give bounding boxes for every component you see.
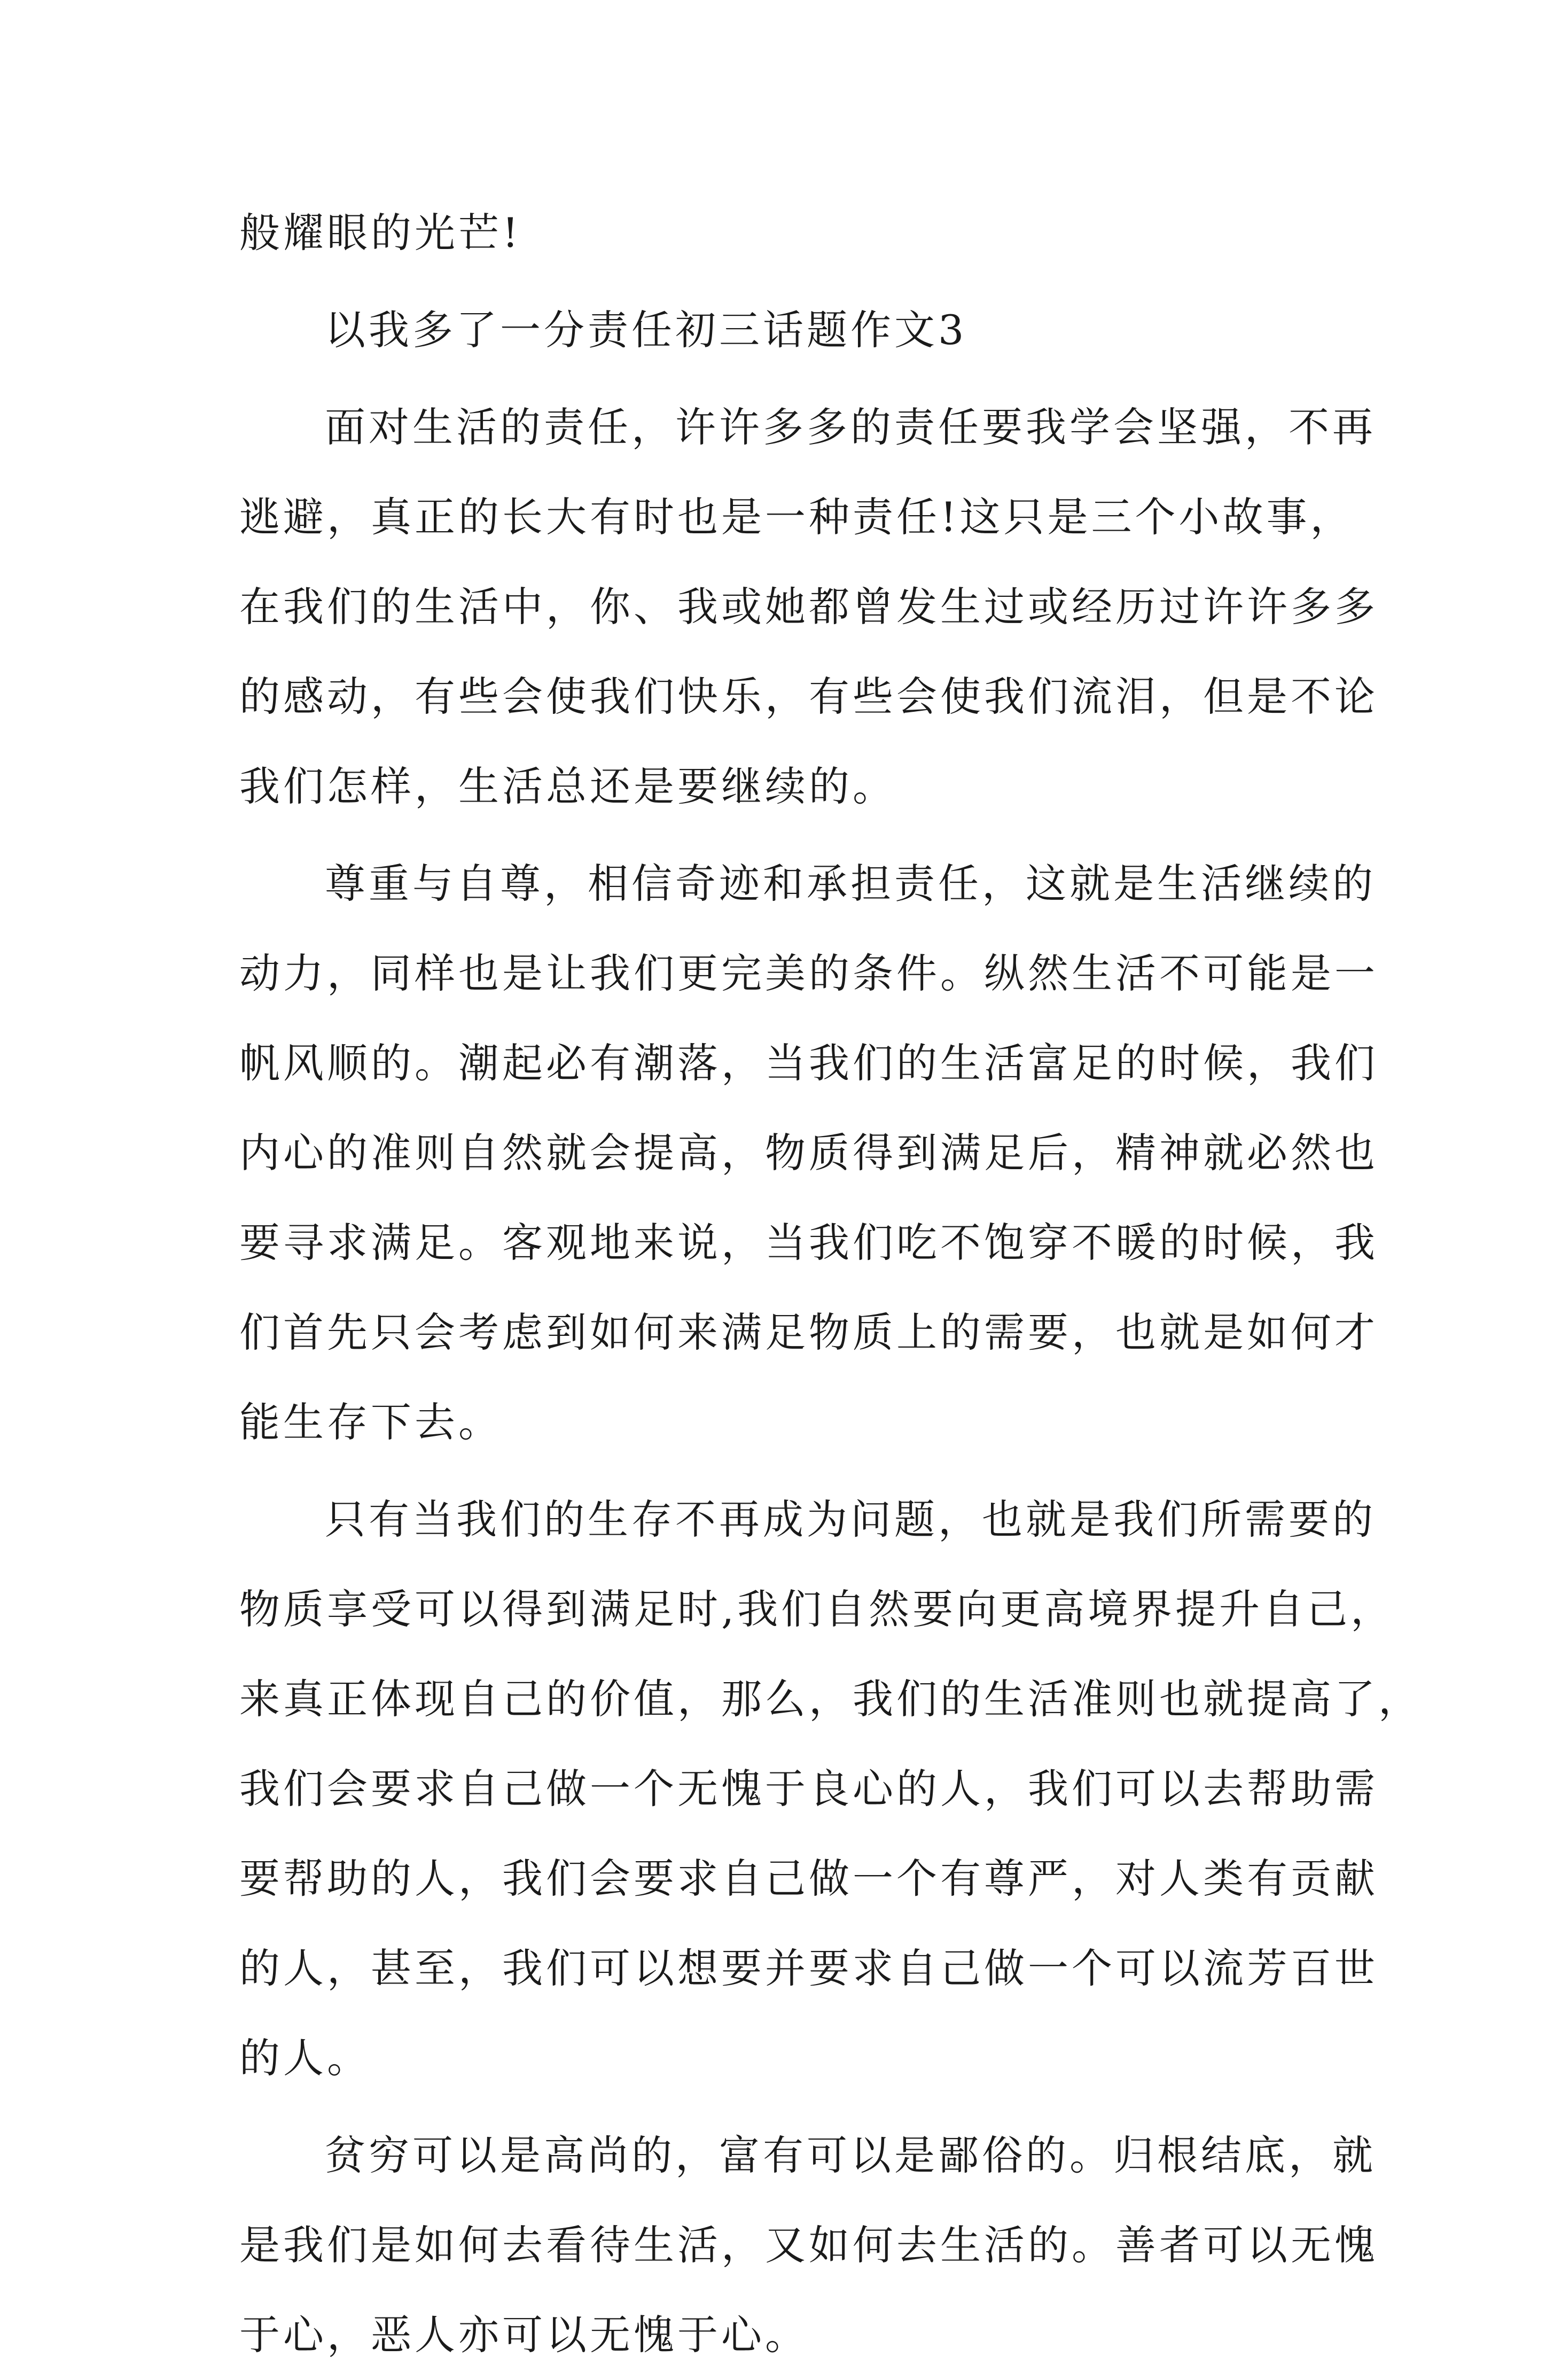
- text-line: 们首先只会考虑到如何来满足物质上的需要，也就是如何才: [239, 1309, 1378, 1356]
- text-line: 内心的准则自然就会提高，物质得到满足后，精神就必然也: [239, 1129, 1378, 1177]
- paragraph-gap: [239, 831, 1324, 839]
- paragraph-gap: [239, 278, 1324, 285]
- text-line: 我们怎样，生活总还是要继续的。: [239, 763, 896, 810]
- text-line: 的人，甚至，我们可以想要并要求自己做一个可以流芳百世: [239, 1945, 1378, 1992]
- document-body: [239, 188, 1422, 2380]
- essay-heading: 以我多了一分责任初三话题作文3: [325, 306, 967, 354]
- text-line: 尊重与自尊，相信奇迹和承担责任，这就是生活继续的: [325, 860, 1376, 907]
- text-line: 来真正体现自己的价值，那么，我们的生活准则也就提高了，: [239, 1675, 1422, 1723]
- text-line: 般耀眼的光芒!: [239, 209, 522, 256]
- text-line: 能生存下去。: [239, 1398, 502, 1446]
- text-line: 只有当我们的生存不再成为问题，也就是我们所需要的: [325, 1496, 1376, 1543]
- paragraph-gap: [239, 2103, 1324, 2111]
- text-line: 动力，同样也是让我们更完美的条件。纵然生活不可能是一: [239, 950, 1378, 997]
- text-line: 是我们是如何去看待生活，又如何去生活的。善者可以无愧: [239, 2221, 1378, 2269]
- text-line: 帆风顺的。潮起必有潮落，当我们的生活富足的时候，我们: [239, 1039, 1378, 1087]
- text-line: 的感动，有些会使我们快乐，有些会使我们流泪，但是不论: [239, 673, 1378, 720]
- text-line: 我们会要求自己做一个无愧于良心的人，我们可以去帮助需: [239, 1765, 1378, 1813]
- text-line: 在我们的生活中，你、我或她都曾发生过或经历过许许多多: [239, 583, 1378, 631]
- text-line: 面对生活的责任，许许多多的责任要我学会坚强，不再: [325, 403, 1376, 451]
- text-line: 的人。: [239, 2034, 371, 2082]
- text-line: 要帮助的人，我们会要求自己做一个有尊严，对人类有贡献: [239, 1855, 1378, 1902]
- text-line: 于心，恶人亦可以无愧于心。: [239, 2311, 809, 2359]
- text-line: 逃避，真正的长大有时也是一种责任!这只是三个小故事，: [239, 493, 1354, 541]
- text-line: 物质享受可以得到满足时,我们自然要向更高境界提升自己，: [239, 1585, 1395, 1633]
- text-line: 要寻求满足。客观地来说，当我们吃不饱穿不暖的时候，我: [239, 1219, 1378, 1266]
- text-line: 贫穷可以是高尚的，富有可以是鄙俗的。归根结底，就: [325, 2132, 1376, 2179]
- paragraph-gap: [239, 375, 1324, 383]
- paragraph-gap: [239, 1467, 1324, 1475]
